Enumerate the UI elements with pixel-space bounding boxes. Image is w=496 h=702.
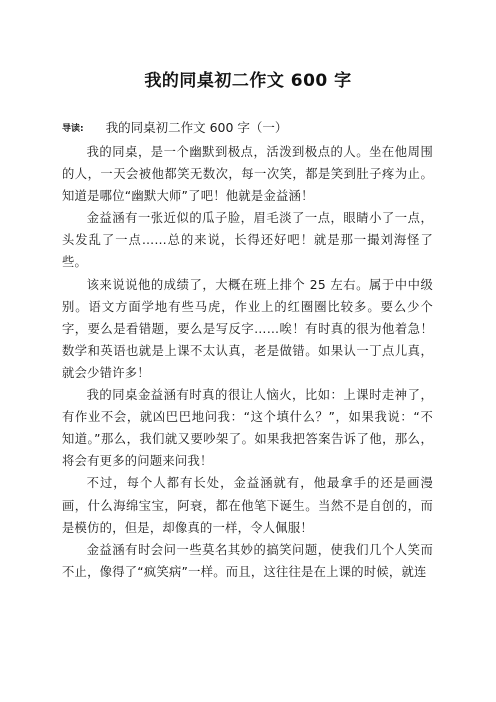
- document-body: [62, 141, 433, 583]
- paragraph: 不过，每个人都有长处，金益涵就有，他最拿手的还是画漫画，什么海绵宝宝，阿衰，都在他笔下诞生。当然不是自创的，而是模仿的，但是，却像真的一样，令人佩服！: [62, 476, 433, 535]
- document-title: 我的同桌初二作文 600 字: [144, 71, 352, 91]
- paragraph: 我的同桌，是一个幽默到极点，活泼到极点的人。坐在他周围的人，一天会被他都笑无数次，每一次笑，都是笑到肚子疼为止。知道是哪位“幽默大师”了吧！他就是金益涵！: [62, 145, 433, 204]
- paragraph: 该来说说他的成绩了，大概在班上排个 25 左右。属于中中级别。语文方面学地有些马虎，作业上的红圈圈比较多。要么少个字，要么是看错题，要么是写反字……唉！有时真的很为他着急！数学和英语也就是上课不太认真，老是做错。如果认一丁点儿真，就会少错许多！: [62, 277, 433, 380]
- lead-line: [62, 119, 442, 138]
- paragraph: 我的同桌金益涵有时真的很让人恼火，比如：上课时走神了，有作业不会，就凶巴巴地问我：“这个填什么？”，如果我说：“不知道。”那么，我们就又要吵架了。如果我把答案告诉了他，那么，将会有更多的问题来问我！: [62, 388, 433, 469]
- paragraph: 金益涵有时会问一些莫名其妙的搞笑问题，使我们几个人笑而不止，像得了“疯笑病”一样。而且，这往往是在上课的时候，就连: [62, 542, 433, 579]
- lead-text: 我的同桌初二作文 600 字（一）: [105, 120, 288, 135]
- paragraph: 金益涵有一张近似的瓜子脸，眉毛淡了一点，眼睛小了一点，头发乱了一点……总的来说，长得还好吧！就是那一撮刘海怪了些。: [62, 211, 433, 270]
- lead-label: 导读:: [62, 124, 84, 134]
